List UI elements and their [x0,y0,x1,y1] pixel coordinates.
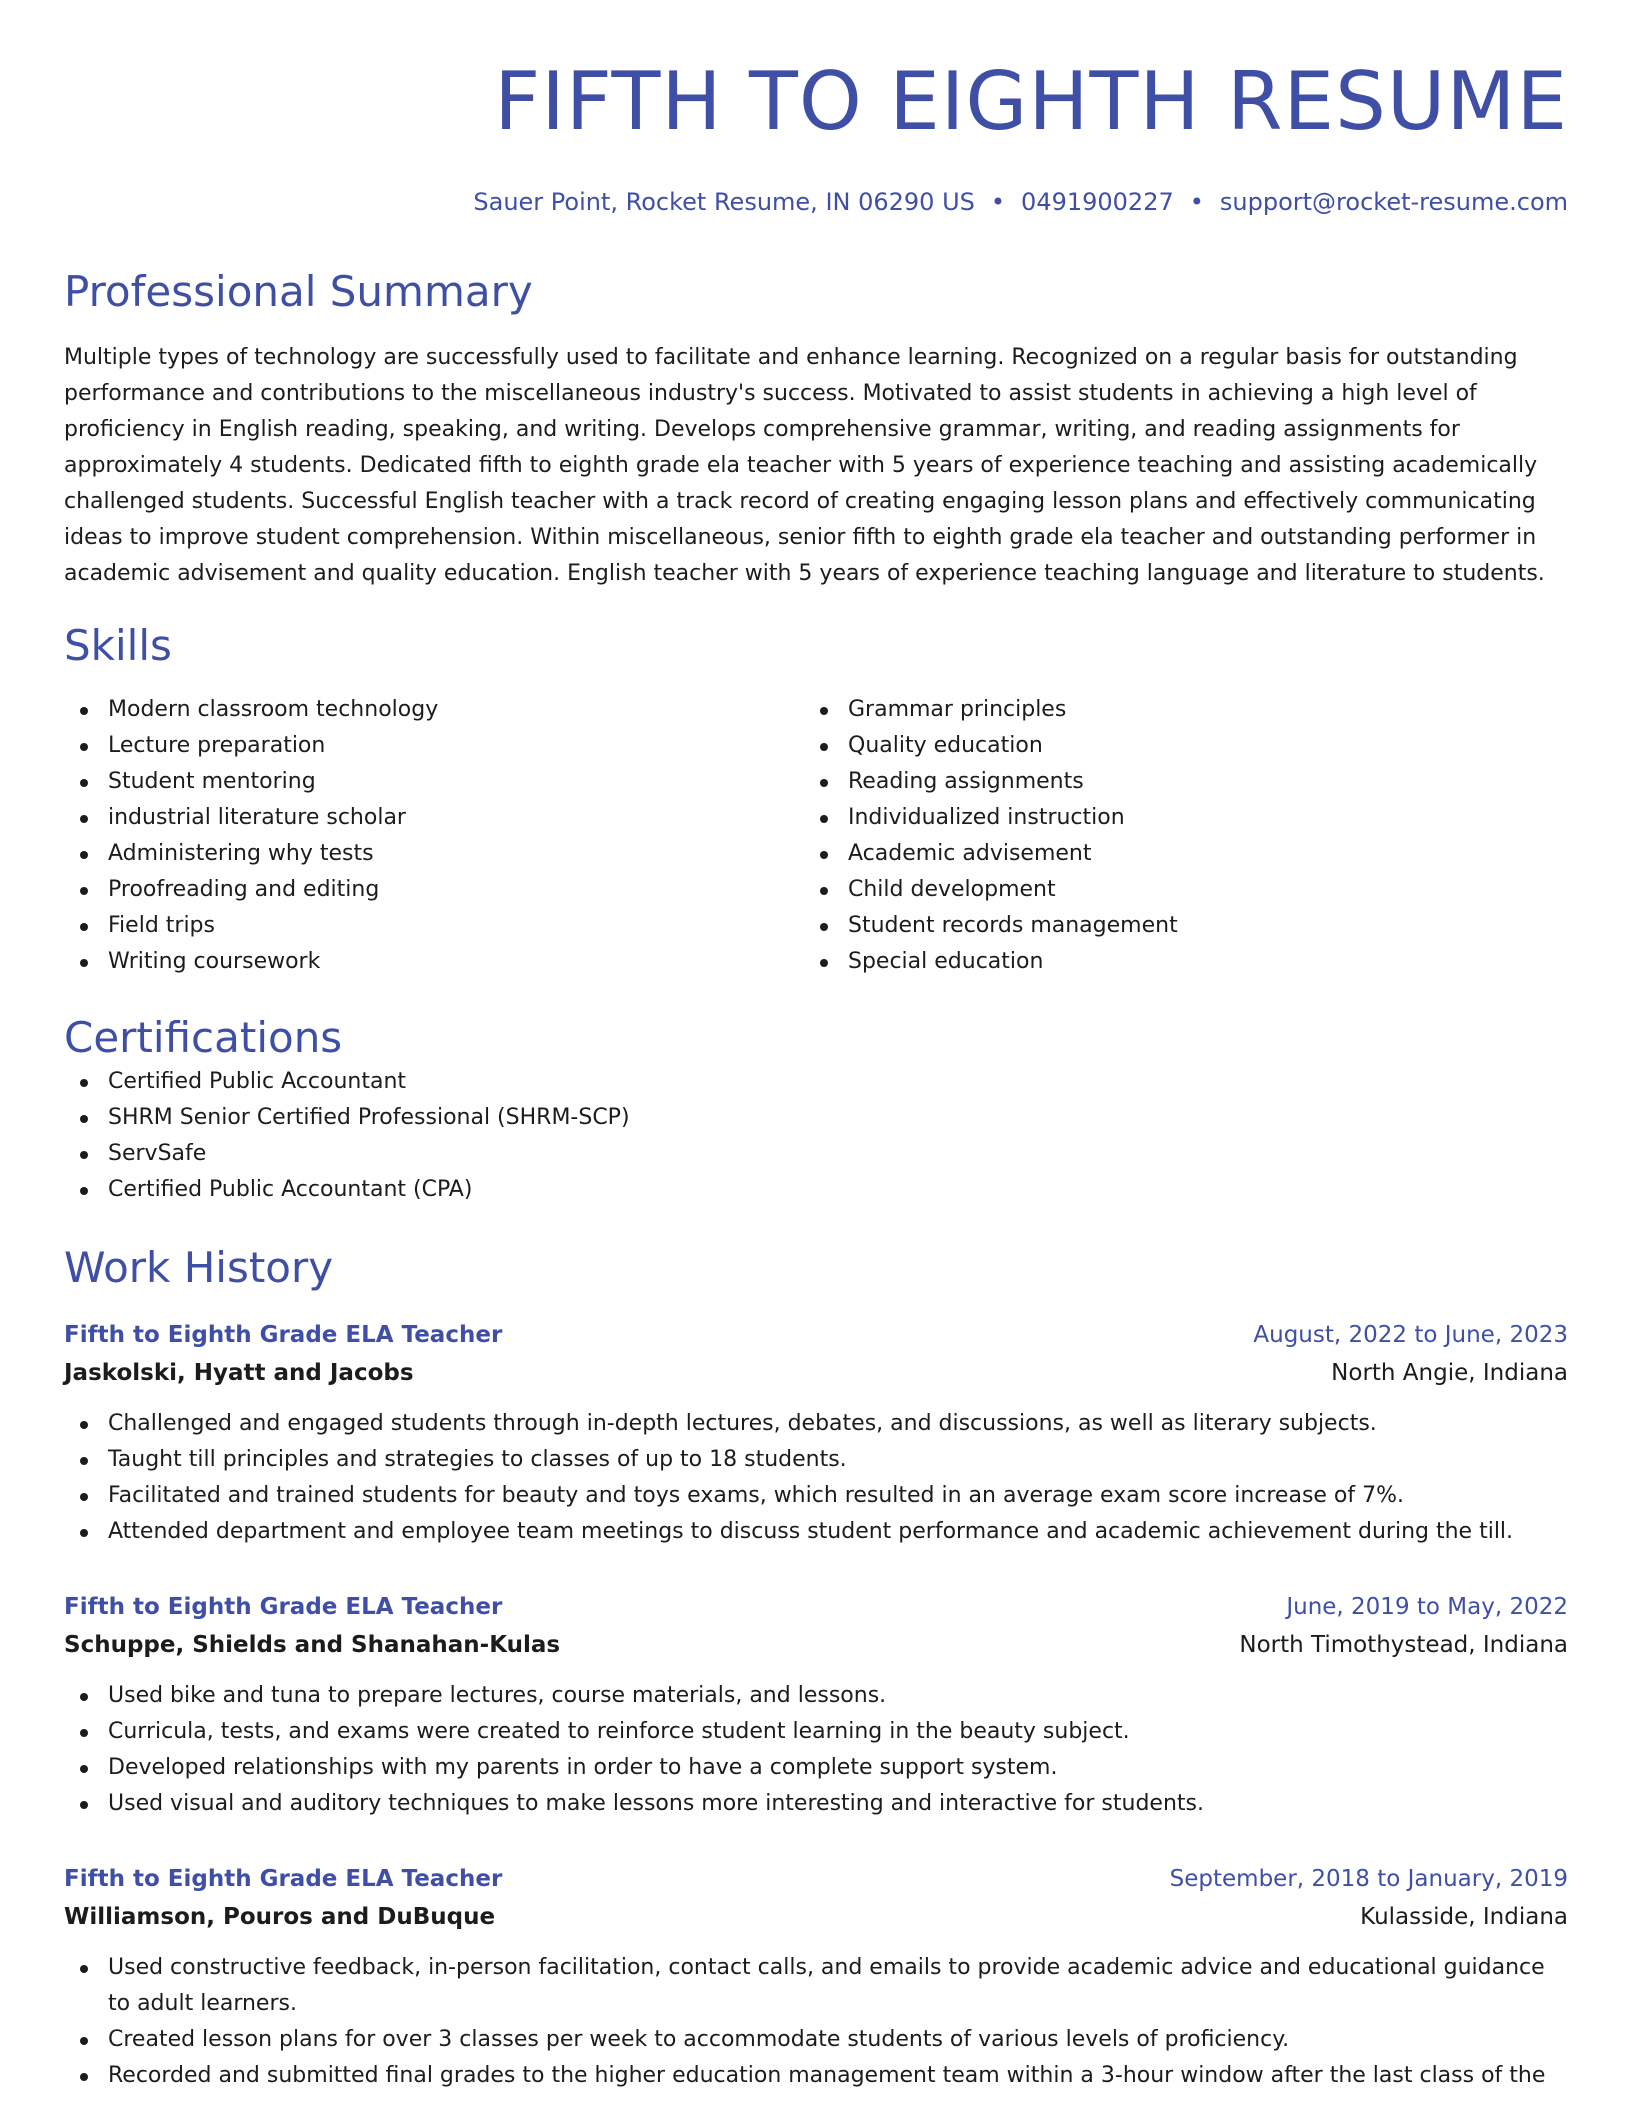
job-title: Fifth to Eighth Grade ELA Teacher [64,1866,503,1892]
job-title-row [64,1316,1568,1354]
job-title-row [64,1860,1568,1898]
job-duty: Curricula, tests, and exams were created to reinforce student learning in the beauty subject. [64,1714,1568,1750]
job-duty: Created lesson plans for over 3 classes per week to accommodate students of various levels of proficiency. [64,2022,1568,2058]
contact-separator: • [1189,188,1204,216]
contact-email[interactable]: support@rocket-resume.com [1219,188,1568,216]
job-duty: Used constructive feedback, in-person facilitation, contact calls, and emails to provide academic advice and educational guidance to adult learners. [64,1950,1568,2022]
job-dates: September, 2018 to January, 2019 [1169,1866,1568,1892]
certification-item: ServSafe [64,1136,1568,1172]
job-duty: Taught till principles and strategies to classes of up to 18 students. [64,1442,1568,1478]
job-entry [64,1860,1568,2094]
job-location: Kulasside, Indiana [1360,1904,1568,1930]
job-company: Schuppe, Shields and Shanahan-Kulas [64,1632,561,1658]
skills-right-list [804,692,1544,980]
job-entry [64,1316,1568,1550]
job-duties-list [64,1406,1568,1550]
job-dates: June, 2019 to May, 2022 [1286,1594,1568,1620]
certifications-list [64,1064,1568,1208]
job-duty: Used bike and tuna to prepare lectures, course materials, and lessons. [64,1678,1568,1714]
work-history-heading: Work History [64,1243,334,1292]
job-dates: August, 2022 to June, 2023 [1253,1322,1568,1348]
contact-separator: • [990,188,1006,216]
skill-item: industrial literature scholar [64,800,804,836]
skill-item: Child development [804,872,1544,908]
certification-item: Certified Public Accountant (CPA) [64,1172,1568,1208]
job-company-row [64,1354,1568,1392]
job-duty: Recorded and submitted final grades to the higher education management team within a 3-hour window after the last class of the [64,2058,1568,2094]
job-location: North Angie, Indiana [1331,1360,1568,1386]
job-duty: Facilitated and trained students for beauty and toys exams, which resulted in an average exam score increase of 7%. [64,1478,1568,1514]
job-company: Williamson, Pouros and DuBuque [64,1904,496,1930]
skill-item: Grammar principles [804,692,1544,728]
job-duties-list [64,1950,1568,2094]
skill-item: Field trips [64,908,804,944]
skills-columns [64,692,1568,980]
job-duty: Attended department and employee team meetings to discuss student performance and academic achievement during the till. [64,1514,1568,1550]
job-company: Jaskolski, Hyatt and Jacobs [64,1360,414,1386]
job-title: Fifth to Eighth Grade ELA Teacher [64,1322,503,1348]
skill-item: Individualized instruction [804,800,1544,836]
contact-phone: 0491900227 [1021,188,1174,216]
skill-item: Student records management [804,908,1544,944]
job-title: Fifth to Eighth Grade ELA Teacher [64,1594,503,1620]
job-duty: Challenged and engaged students through in-depth lectures, debates, and discussions, as well as literary subjects. [64,1406,1568,1442]
skill-item: Quality education [804,728,1544,764]
skill-item: Lecture preparation [64,728,804,764]
summary-heading: Professional Summary [64,267,533,316]
skill-item: Proofreading and editing [64,872,804,908]
job-title-row [64,1588,1568,1626]
skill-item: Administering why tests [64,836,804,872]
job-location: North Timothystead, Indiana [1239,1632,1568,1658]
skill-item: Special education [804,944,1544,980]
certifications-heading: Certifications [64,1013,343,1062]
job-duties-list [64,1678,1568,1822]
job-company-row [64,1626,1568,1664]
skill-item: Student mentoring [64,764,804,800]
job-company-row [64,1898,1568,1936]
summary-text: Multiple types of technology are successfully used to facilitate and enhance learning. Recognized on a regular basis for outstanding performance and contributions to the miscellaneous industry's success. Motivated to assist students in achieving a high level of proficiency in English reading, speaking, and writing. Develops comprehensive grammar, writing, and reading assignments for approximately 4 students. Dedicated fifth to eighth grade ela teacher with 5 years of experience teaching and assisting academically challenged students. Successful English teacher with a track record of creating engaging lesson plans and effectively communicating ideas to improve student comprehension. Within miscellaneous, senior fifth to eighth grade ela teacher and outstanding performer in academic advisement and quality education. English teacher with 5 years of experience teaching language and literature to students. [64,345,1545,586]
job-duty: Used visual and auditory techniques to make lessons more interesting and interactive for students. [64,1786,1568,1822]
skills-left-list [64,692,804,980]
job-duty: Developed relationships with my parents in order to have a complete support system. [64,1750,1568,1786]
contact-address: Sauer Point, Rocket Resume, IN 06290 US [473,188,975,216]
contact-line [64,186,1568,218]
skills-heading: Skills [64,621,172,670]
job-entry [64,1588,1568,1822]
skill-item: Academic advisement [804,836,1544,872]
skill-item: Modern classroom technology [64,692,804,728]
skill-item: Writing coursework [64,944,804,980]
certification-item: Certified Public Accountant [64,1064,1568,1100]
resume-header [64,0,1568,218]
skill-item: Reading assignments [804,764,1544,800]
certification-item: SHRM Senior Certified Professional (SHRM-SCP) [64,1100,1568,1136]
candidate-name: FIFTH TO EIGHTH RESUME [494,55,1568,148]
